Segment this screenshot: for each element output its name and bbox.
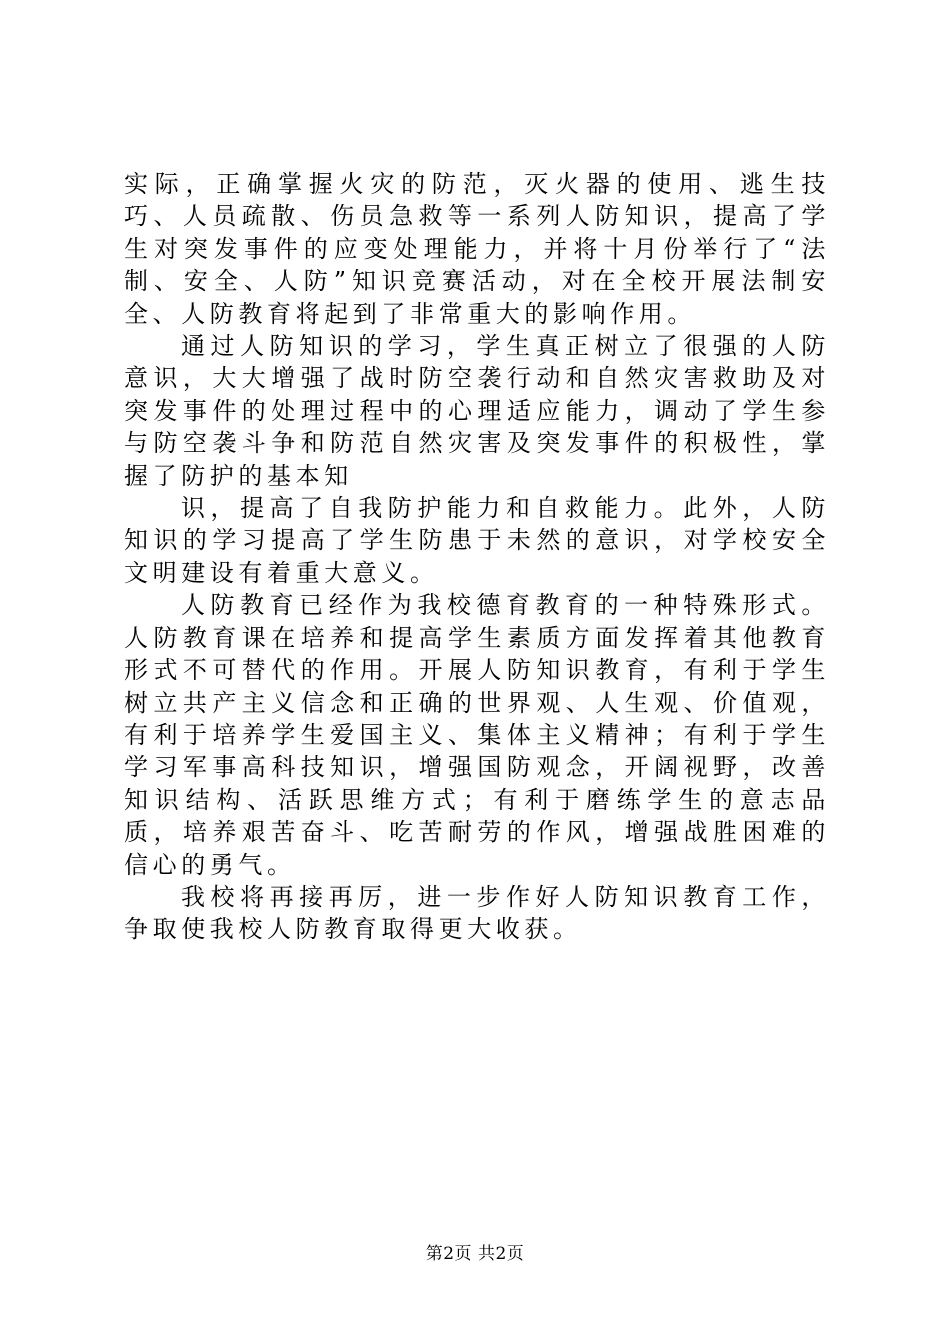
paragraph-3: 识，提高了自我防护能力和自救能力。此外，人防知识的学习提高了学生防患于未然的意识，对学校安全文明建设有着重大意义。 (124, 494, 830, 587)
page-footer: 第2页 共2页 (425, 1244, 525, 1264)
paragraph-5: 我校将再接再厉，进一步作好人防知识教育工作，争取使我校人防教育取得更大收获。 (124, 882, 830, 944)
paragraph-1: 实际，正确掌握火灾的防范，灭火器的使用、逃生技巧、人员疏散、伤员急救等一系列人防知识，提高了学生对突发事件的应变处理能力，并将十月份举行了“法制、安全、人防”知识竞赛活动，对在全校开展法制安全、人防教育将起到了非常重大的影响作用。 (124, 170, 830, 328)
paragraph-4: 人防教育已经作为我校德育教育的一种特殊形式。人防教育课在培养和提高学生素质方面发挥着其他教育形式不可替代的作用。开展人防知识教育，有利于学生树立共产主义信念和正确的世界观、人生观、价值观，有利于培养学生爱国主义、集体主义精神；有利于学生学习军事高科技知识，增强国防观念，开阔视野，改善知识结构、活跃思维方式；有利于磨练学生的意志品质，培养艰苦奋斗、吃苦耐劳的作风，增强战胜困难的信心的勇气。 (124, 591, 830, 879)
paragraph-2: 通过人防知识的学习，学生真正树立了很强的人防意识，大大增强了战时防空袭行动和自然灾害救助及对突发事件的处理过程中的心理适应能力，调动了学生参与防空袭斗争和防范自然灾害及突发事件的积极性，掌握了防护的基本知 (124, 332, 830, 490)
document-body (124, 168, 830, 946)
